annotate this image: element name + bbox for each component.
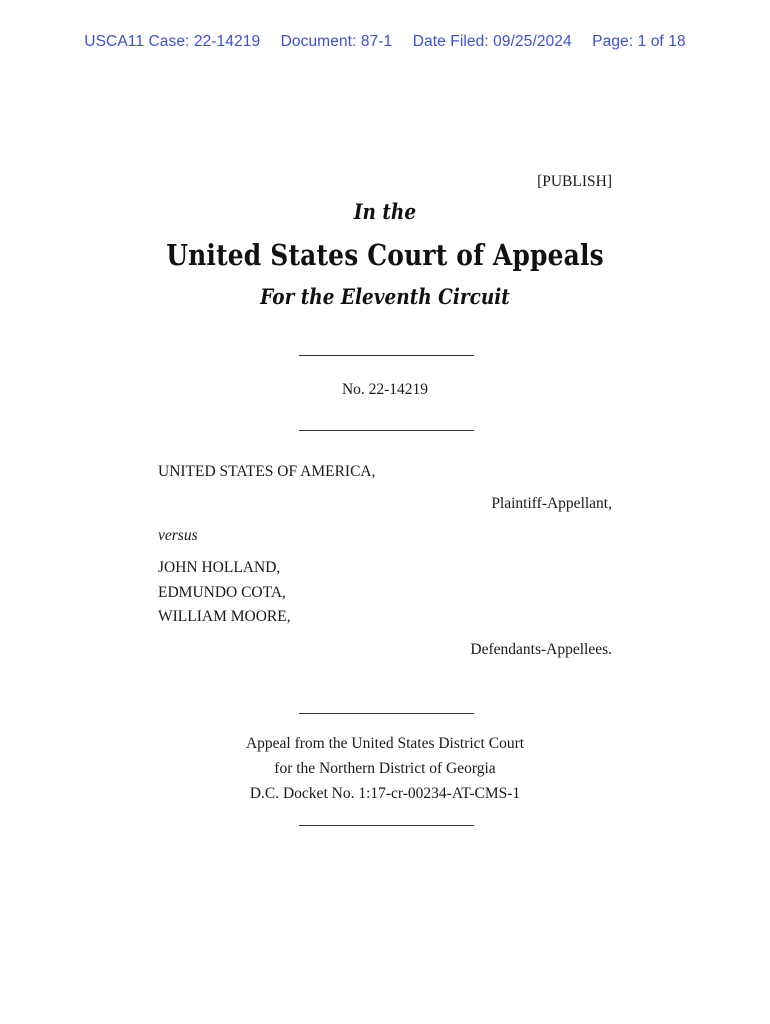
heading-court-name: United States Court of Appeals <box>166 238 604 272</box>
docket-number: D.C. Docket No. 1:17-cr-00234-AT-CMS-1 <box>249 785 521 802</box>
defendant-name: WILLIAM MOORE, <box>158 608 291 625</box>
case-number: No. 22-14219 <box>341 381 429 398</box>
divider-rule <box>299 430 474 431</box>
plaintiff-name: UNITED STATES OF AMERICA, <box>158 463 376 480</box>
stamp-case: USCA11 Case: 22-14219 <box>84 33 261 50</box>
divider-rule <box>299 355 474 356</box>
defendant-name: JOHN HOLLAND, <box>158 559 281 576</box>
stamp-page: Page: 1 of 18 <box>592 33 686 50</box>
defendant-name: EDMUNDO COTA, <box>158 584 286 601</box>
versus-label: versus <box>158 527 198 544</box>
divider-rule <box>299 825 474 826</box>
publish-label: [PUBLISH] <box>537 173 612 190</box>
heading-in-the: In the <box>353 199 417 224</box>
appeal-line-2: for the Northern District of Georgia <box>274 760 496 777</box>
heading-circuit: For the Eleventh Circuit <box>260 284 510 309</box>
defendants-role: Defendants-Appellees. <box>470 641 612 658</box>
plaintiff-role: Plaintiff-Appellant, <box>491 495 612 512</box>
stamp-date-filed: Date Filed: 09/25/2024 <box>412 33 572 50</box>
divider-rule <box>299 713 474 714</box>
stamp-document: Document: 87-1 <box>280 33 393 50</box>
appeal-line-1: Appeal from the United States District Court <box>245 735 525 752</box>
filing-stamp <box>0 33 770 51</box>
